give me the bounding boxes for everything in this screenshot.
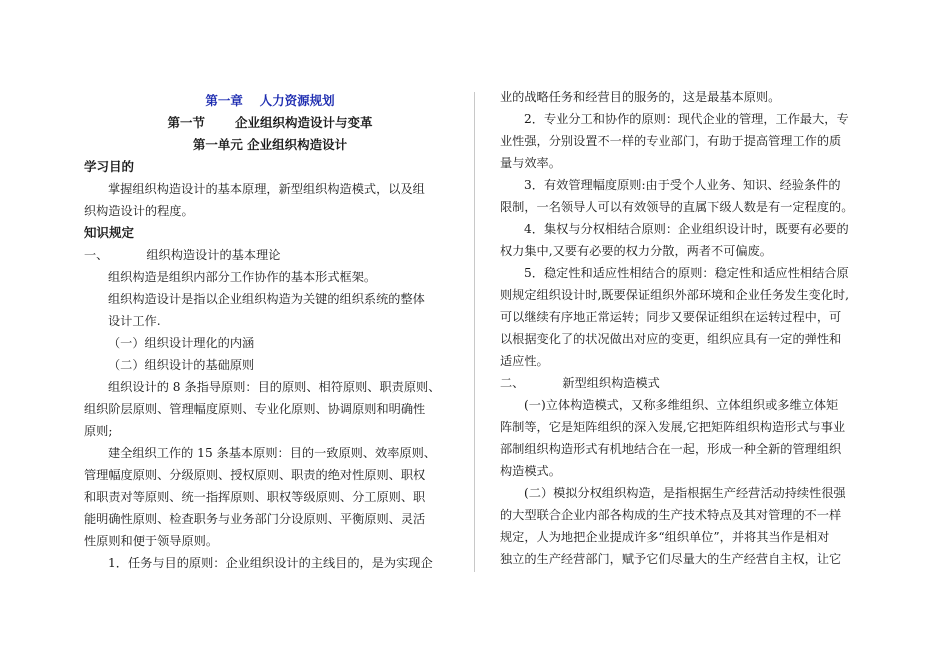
paragraph-line: 的大型联合企业内部各构成的生产技术特点及其对管理的不一样 <box>500 508 842 522</box>
unit-title: 第一单元 企业组织构造设计 <box>192 137 348 152</box>
paragraph-line: 业性强，分别设置不一样的专业部门，有助于提高管理工作的质 <box>500 134 842 148</box>
paragraph-line: 1．任务与目的原则：企业组织设计的主线目的，是为实现企 <box>108 556 433 570</box>
chapter-title: 第一章 人力资源规划 <box>205 93 335 108</box>
paragraph-line: 构造模式。 <box>500 464 561 478</box>
paragraph-line: 规定，人为地把企业提成许多“组织单位”，并将其当作是相对 <box>500 530 830 544</box>
section-number: 第一节 <box>167 115 205 130</box>
subheading: （二）组织设计的基础原则 <box>108 358 255 372</box>
paragraph-line: 3．有效管理幅度原则:由于受个人业务、知识、经验条件的 <box>524 178 841 192</box>
paragraph-line: 5．稳定性和适应性相结合的原则：稳定性和适应性相结合原 <box>524 266 849 280</box>
paragraph-line: (一)立体构造模式，又称多维组织、立体组织或多维立体矩 <box>524 398 839 412</box>
paragraph-line: 可以继续有序地正常运转；同步又要保证组织在运转过程中，可 <box>500 310 842 324</box>
paragraph-line: 组织构造是组织内部分工作协作的基本形式框架。 <box>108 270 377 284</box>
paragraph-line: 管理幅度原则、分级原则、授权原则、职责的绝对性原则、职权 <box>84 468 426 482</box>
paragraph-line: 织构造设计的程度。 <box>84 204 194 218</box>
left-column <box>84 86 456 574</box>
section-title <box>84 112 456 134</box>
subheading: （一）组织设计理化的内涵 <box>108 336 255 350</box>
paragraph-line: 设计工作. <box>108 314 161 328</box>
paragraph-line: 建全组织工作的 15 条基本原则：目的一致原则、效率原则、 <box>108 446 436 460</box>
column-divider <box>474 92 475 572</box>
paragraph-line: 阵制等，它是矩阵组织的深入发展,它把矩阵组织构造形式与事业 <box>500 420 846 434</box>
paragraph-line: 和职责对等原则、统一指挥原则、职权等级原则、分工原则、职 <box>84 490 426 504</box>
item-number: 二、 <box>500 376 525 390</box>
paragraph-line: 以根据变化了的状况做出对应的变更，组织应具有一定的弹性和 <box>500 332 842 346</box>
paragraph-line: 限制，一名领导人可以有效领导的直属下级人数是有一定程度的。 <box>500 200 854 214</box>
paragraph-line: 适应性。 <box>500 354 549 368</box>
paragraph-line: 独立的生产经营部门，赋予它们尽量大的生产经营自主权，让它 <box>500 552 842 566</box>
paragraph-line: 业的战略任务和经营目的服务的，这是最基本原则。 <box>500 90 781 104</box>
paragraph-line: 掌握组织构造设计的基本原理，新型组织构造模式，以及组 <box>108 182 425 196</box>
paragraph-line: 量与效率。 <box>500 156 561 170</box>
paragraph-line: 权力集中,又要有必要的权力分散，两者不可偏废。 <box>500 244 772 258</box>
item-title: 新型组织构造模式 <box>562 376 660 390</box>
paragraph-line: 2．专业分工和协作的原则：现代企业的管理，工作最大，专 <box>524 112 849 126</box>
paragraph-line: 4．集权与分权相结合原则：企业组织设计时，既要有必要的 <box>524 222 849 236</box>
paragraph-line: (二）模拟分权组织构造，是指根据生产经营活动持续性很强 <box>524 486 846 500</box>
right-column <box>500 86 872 570</box>
paragraph-line: 性原则和便于领导原则。 <box>84 534 219 548</box>
paragraph-line: 则规定组织设计时,既要保证组织外部环境和企业任务发生变化时, <box>500 288 849 302</box>
paragraph-line: 能明确性原则、检查职务与业务部门分设原则、平衡原则、灵活 <box>84 512 426 526</box>
paragraph-line: 原则; <box>84 424 113 438</box>
goal-heading: 学习目的 <box>84 159 135 174</box>
section-name: 企业组织构造设计与变革 <box>235 115 373 130</box>
knowledge-heading: 知识规定 <box>84 225 135 240</box>
item-number: 一、 <box>84 248 109 262</box>
paragraph-line: 组织阶层原则、管理幅度原则、专业化原则、协调原则和明确性 <box>84 402 426 416</box>
paragraph-line: 部制组织构造形式有机地结合在一起，形成一种全新的管理组织 <box>500 442 842 456</box>
item-heading <box>500 372 872 394</box>
paragraph-line: 组织设计的 8 条指导原则：目的原则、相符原则、职责原则、 <box>108 380 441 394</box>
item-title: 组织构造设计的基本理论 <box>146 248 281 262</box>
paragraph-line: 组织构造设计是指以企业组织构造为关键的组织系统的整体 <box>108 292 425 306</box>
item-heading <box>84 244 456 266</box>
